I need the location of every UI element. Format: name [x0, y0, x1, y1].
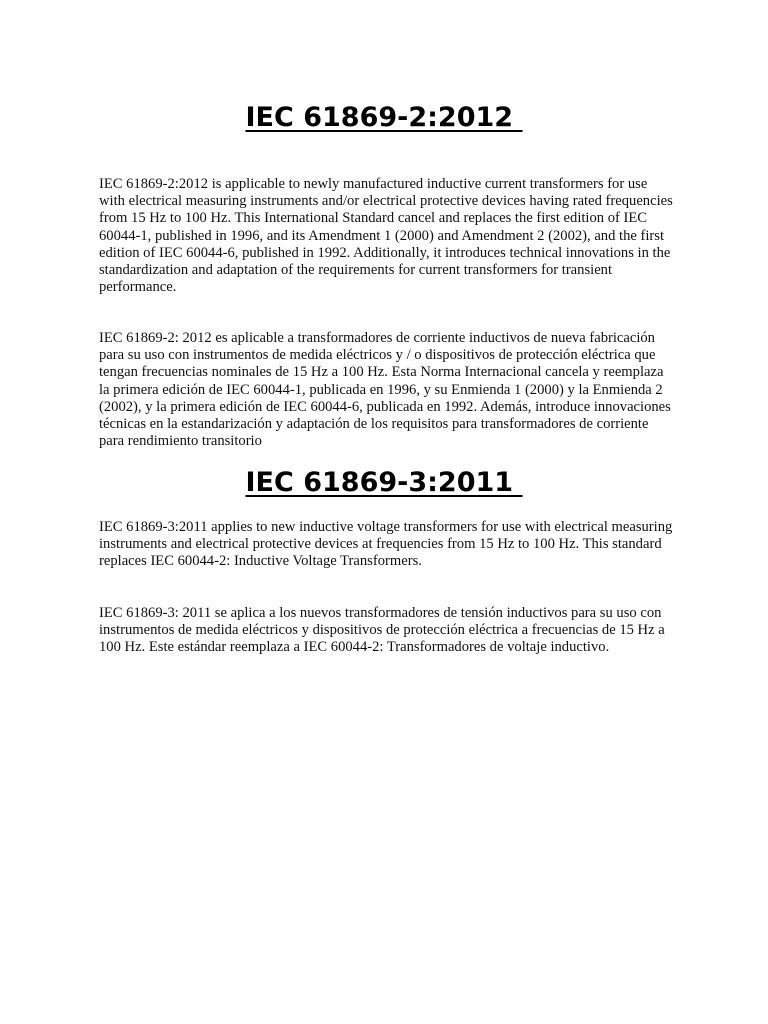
- section-1-paragraph-spanish: IEC 61869-2: 2012 es aplicable a transformadores de corriente inductivos de nueva fabricación para su uso con instrumentos de medida eléctricos y / o dispositivos de protección eléctrica que tengan frecuencias nominales de 15 Hz a 100 Hz. Esta Norma Internacional cancela y reemplaza la primera edición de IEC 60044-1, publicada en 1996, y su Enmienda 1 (2000) y la Enmienda 2 (2002), y la primera edición de IEC 60044-6, publicada en 1992. Además, introduce innovaciones técnicas en la estandarización y adaptación de los requisitos para transformadores de corriente para rendimiento transitorio: [99, 330, 671, 450]
- section-2-paragraph-spanish: IEC 61869-3: 2011 se aplica a los nuevos transformadores de tensión inductivos para su uso con instrumentos de medida eléctricos y dispositivos de protección eléctrica a frecuencias de 15 Hz a 100 Hz. Este estándar reemplaza a IEC 60044-2: Transformadores de voltaje inductivo.: [99, 605, 665, 656]
- section-2-paragraph-english: IEC 61869-3:2011 applies to new inductive voltage transformers for use with electrical measuring instruments and electrical protective devices at frequencies from 15 Hz to 100 Hz. This standard replaces IEC 60044-2: Inductive Voltage Transformers.: [99, 519, 673, 570]
- section-2-heading: [0, 466, 768, 500]
- section-1-heading: [0, 101, 768, 135]
- section-2-heading-text: IEC 61869-3:2011: [245, 467, 523, 498]
- section-1-heading-text: IEC 61869-2:2012: [245, 102, 523, 133]
- section-1-paragraph-english: IEC 61869-2:2012 is applicable to newly manufactured inductive current transformers for use with electrical measuring instruments and/or electrical protective devices having rated frequencies from 15 Hz to 100 Hz. This International Standard cancel and replaces the first edition of IEC 60044-1, published in 1996, and its Amendment 1 (2000) and Amendment 2 (2002), and the first edition of IEC 60044-6, published in 1992. Additionally, it introduces technical innovations in the standardization and adaptation of the requirements for current transformers for transient performance.: [99, 176, 673, 296]
